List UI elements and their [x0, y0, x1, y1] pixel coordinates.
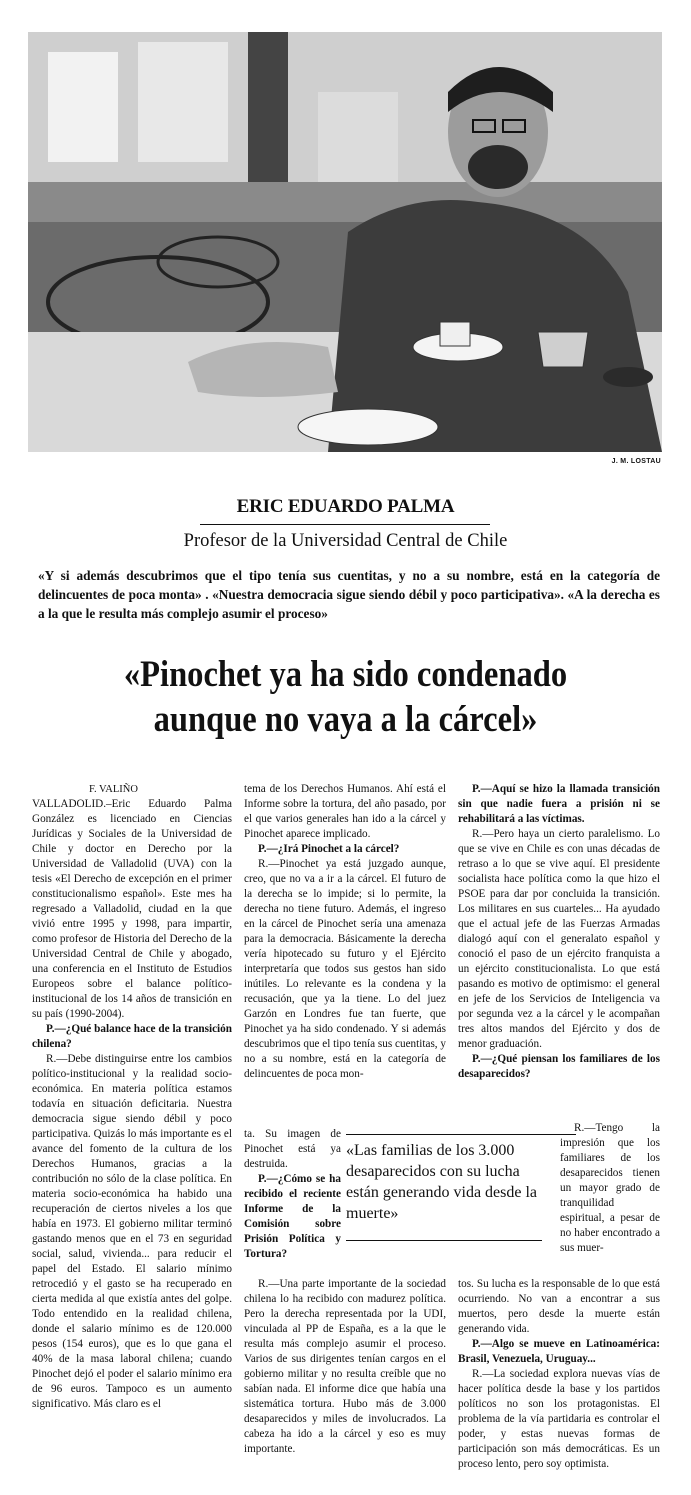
- headline-line-2: aunque no vaya a la cárcel»: [153, 699, 538, 740]
- intro-paragraph: VALLADOLID.–Eric Eduardo Palma González es licenciado en Ciencias Jurídicas y Sociales de la Universidad de Chile y doctor en Derecho por la Universidad de Valladolid (UVA) con la tesis «El Derecho de excepción en el primer constitucionalismo español». Este mes ha regresado a Valladolid, ciudad en la que vivió entre 1995 y 1998, para impartir, como profesor de Historia del Derecho de la Universidad Central de Chile y abogado, una conferencia en el Instituto de Estudios Europeos sobre el balance político-institucional de los 14 años de transición en su país (1990-2004).: [32, 798, 232, 1020]
- divider: [200, 524, 490, 525]
- pullquote: «Las familias de los 3.000 desaparecidos con su lucha están generando vida desde la muerte»: [346, 1142, 538, 1222]
- question: P.—Algo se mueve en Latinoamérica: Brasil, Venezuela, Uruguay...: [458, 1338, 660, 1365]
- answer: R.—Una parte importante de la sociedad chilena lo ha recibido con madurez política. Pero la derecha representada por la UDI, vinculada al PP de España, es a la que le resulta más complejo asumir el proceso. Varios de sus dirigentes tenían cargos en el gobierno militar y no resulta creíble que no sabían nada. El informe dice que había una sistemática tortura. Hubo más de 3.000 desaparecidos y miles de involucrados. La cabeza ha ido a la cárcel y eso es muy importante.: [244, 1278, 446, 1455]
- answer: R.—La sociedad explora nuevas vías de hacer política desde la base y los partidos políticos no son los protagonistas. El problema de la vía partidaria es controlar el poder, y estas nuevas formas de participación son más democráticas. Es un proceso lento, pero soy optimista.: [458, 1368, 660, 1470]
- column-1: [32, 782, 232, 1412]
- paragraph: tema de los Derechos Humanos. Ahí está el Informe sobre la tortura, del año pasado, por el que varios generales han ido a la cárcel y Pinochet aparece implicado.: [244, 783, 446, 840]
- question: P.—¿Irá Pinochet a la cárcel?: [258, 843, 400, 855]
- answer: R.—Pinochet ya está juzgado aunque, creo, que no va a ir a la cárcel. El futuro de la derecha se lo impide; si lo permite, la derecha no tiene futuro. Además, el ingreso en la cárcel de Pinochet sería una amenaza para la democracia. Básicamente la derecha vería hipotecado su futuro y el Ejército interpretaría que todos sus gestos han sido inútiles. Lo relevante es la condena y la recusación, que ya la tiene. Lo del juez Garzón en Londres fue tan fuerte, que Pinochet ya ha sido condenado. Y si además descubrimos que el tipo tenía sus cuentitas, y no a su nombre, está en la categoría de delincuentes de poca mon-: [244, 858, 446, 1080]
- answer: R.—Pero haya un cierto paralelismo. Lo que se vive en Chile es con unas décadas de retraso a lo que se vive aquí. El presidente socialista hace política como la que hizo el PSOE para dar por concluida la transición. Los militares en sus cuarteles... Ha ayudado que el actual jefe de las Fuerzas Armadas dialogó aquí con el generalato español y conoció el paso de un ejército franquista a un ejército constitucionalista. Lo que está pasando es motivo de optimismo: el general en jefe de los Servicios de Inteligencia va por segunda vez a la cárcel y le acompañan tres altos mandos del Ejército y dos de menor graduación.: [458, 828, 660, 1050]
- question: P.—¿Cómo se ha recibido el reciente Informe de la Comisión sobre Prisión Política y Tortura?: [244, 1173, 341, 1260]
- interviewee-role: Profesor de la Universidad Central de Chile: [183, 531, 508, 551]
- column-3-narrow: [560, 1121, 660, 1256]
- paragraph: ta. Su imagen de Pinochet está ya destruida.: [244, 1128, 341, 1170]
- answer: R.—Debe distinguirse entre los cambios político-institucional y la realidad socio-económica. En materia política estamos todavía en situación deficitaria. Nuestra democracia sigue siendo débil y poco participativa. Quizás lo más importante es el avance del fomento de la cultura de los Derechos Humanos, gracias a la contribución no sólo de la clase política. En materia socio-económica ha habido una recuperación de ciertos niveles a los que había en 1973. El gobierno militar terminó gastando menos que en el 73 en seguridad social, salud, vivienda... para reducir el papel del Estado. El salario mínimo retrocedió y el gasto se ha recuperado en cierta medida al que existía antes del golpe. Todo entendido en la realidad chilena, donde el salario mínimo es de 120.000 pesos (154 euros), que es lo que gana el 40% de la masa laboral chilena; cuando Pinochet dejó el poder el salario mínimo era de 96 euros. Tampoco es un aumento significativo. Más claro es el: [32, 1053, 232, 1410]
- headline: [41, 652, 649, 742]
- question: P.—Aquí se hizo la llamada transición sin que nadie fuera a prisión ni se rehabilitará a las víctimas.: [458, 783, 660, 825]
- portrait-photo-icon: [28, 32, 662, 452]
- photo-credit: J. M. LOSTAU: [611, 458, 661, 465]
- lead-quotes: «Y si además descubrimos que el tipo tenía sus cuentitas, y no a su nombre, está en la categoría de delincuentes de poca monta» . «Nuestra democracia sigue siendo débil y poco participativa». «A la derecha es a la que le resulta más complejo asumir el proceso»: [38, 568, 660, 621]
- pullquote-rule-top: [346, 1134, 576, 1135]
- question: P.—¿Qué balance hace de la transición chilena?: [32, 1023, 232, 1050]
- byline: F. VALIÑO: [89, 784, 138, 795]
- answer: R.—Tengo la impresión que los familiares de los desaparecidos tienen un mayor grado de tranquilidad espiritual, a pesar de no haber encontrado a sus muer-: [560, 1122, 660, 1254]
- column-3-bottom: [458, 1277, 660, 1472]
- column-3: [458, 782, 660, 1082]
- headline-line-1: «Pinochet ya ha sido condenado: [123, 654, 568, 695]
- question: P.—¿Qué piensan los familiares de los desaparecidos?: [458, 1053, 660, 1080]
- column-2-narrow: [244, 1127, 341, 1262]
- answer-continued: tos. Su lucha es la responsable de lo que está ocurriendo. No van a encontrar a sus muertos, pero desde la muerte están generando vida.: [458, 1278, 660, 1335]
- column-2: [244, 782, 446, 1082]
- column-2-bottom: [244, 1277, 446, 1457]
- portrait-photo: [28, 32, 662, 452]
- pullquote-rule-bottom: [346, 1240, 542, 1241]
- interviewee-name: ERIC EDUARDO PALMA: [236, 496, 455, 517]
